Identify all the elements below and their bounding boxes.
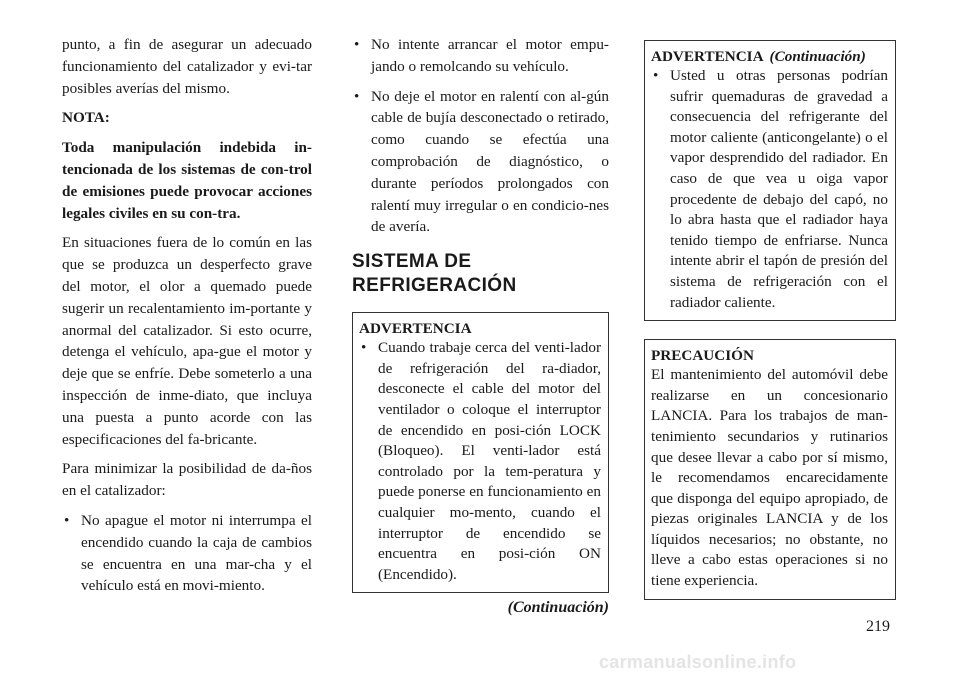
warning-list <box>359 338 601 585</box>
left-column <box>62 34 312 605</box>
warning-box-continued <box>644 40 896 321</box>
page-number: 219 <box>866 618 890 635</box>
note-text: Toda manipulación indebida in-tencionada de los sistemas de con-trol de emisiones puede provocar acciones legales civiles en su con-tra. <box>62 139 312 222</box>
middle-column <box>352 34 609 619</box>
caution-box <box>644 339 896 600</box>
list-item: • No intente arrancar el motor empu-jando o remolcando su vehículo. <box>352 34 609 78</box>
section-title-line1: SISTEMA DE <box>352 251 472 273</box>
list-item: • Cuando trabaje cerca del venti-lador de refrigeración del ra-diador, desconecte el cable del motor del ventilador o coloque el interruptor de encendido en posi-ción LOCK (Bloqueo). El venti-lador está controlado por la tem-peratura y puede ponerse en funcionamiento en cualquier mo-mento, cuando el interruptor de encendido se encuentra en posi-ción ON (Encendido). <box>359 338 601 585</box>
watermark: carmanualsonline.info <box>599 652 797 672</box>
minimize-damage-paragraph: Para minimizar la posibilidad de da-ños en el catalizador: <box>62 460 312 500</box>
continued-label: (Continuación) <box>769 48 866 65</box>
warning-box <box>352 312 609 593</box>
warning-list <box>651 66 888 313</box>
section-title-line2: REFRIGERACIÓN <box>352 275 517 297</box>
list-item: • No apague el motor ni interrumpa el encendido cuando la caja de cambios se encuentra en una mar-cha y el vehículo está en movi-miento. <box>62 510 312 597</box>
warning-title: ADVERTENCIA <box>651 48 764 65</box>
catalyst-tips-list-continued <box>352 34 609 238</box>
section-title <box>352 250 609 298</box>
note-label: NOTA: <box>62 109 110 127</box>
list-item: • No deje el motor en ralentí con al-gún cable de bujía desconectado o retirado, como cuando se efectúa una comprobación de diagnóstico, o durante períodos prolongados con ralentí muy irregular o en condicio-nes de avería. <box>352 86 609 239</box>
right-column <box>644 40 896 600</box>
list-item: • Usted u otras personas podrían sufrir quemaduras de gravedad a consecuencia del refrigerante del motor caliente (anticongelante) o el vapor desprendido del radiador. En caso de que vea u oiga vapor procedente de debajo del capó, no lo abra hasta que el radiador haya tenido tiempo de enfriarse. Nunca intente abrir el tapón de presión del sistema de refrigeración con el radiador caliente. <box>651 66 888 313</box>
continued-label: (Continuación) <box>507 599 609 617</box>
catalyst-paragraph: punto, a fin de asegurar un adecuado funcionamiento del catalizador y evi-tar posibles averías del mismo. <box>62 36 312 97</box>
caution-text: El mantenimiento del automóvil debe realizarse en un concesionario LANCIA. Para los trabajos de man-tenimiento secundarios y rutinarios que desee llevar a cabo por sí mismo, le recomendamos encarecidamente que disponga del equipo apropiado, de piezas originales LANCIA y de los líquidos necesarios; no obstante, no lleve a cabo estas operaciones si no tiene experiencia. <box>651 366 888 590</box>
warning-title-row <box>651 47 888 66</box>
caution-title: PRECAUCIÓN <box>651 347 754 365</box>
warning-title: ADVERTENCIA <box>359 320 472 338</box>
catalyst-tips-list <box>62 510 312 597</box>
overheat-paragraph: En situaciones fuera de lo común en las que se produzca un desperfecto grave del motor, el olor a quemado puede sugerir un recalentamiento im-portante y anormal del catalizador. Si esto ocurre, detenga el vehículo, apa-gue el motor y deje que se enfríe. Debe someterlo a una inspección de inme-diato, que incluya una puesta a punto acorde con las especificaciones del fa-bricante. <box>62 234 312 448</box>
